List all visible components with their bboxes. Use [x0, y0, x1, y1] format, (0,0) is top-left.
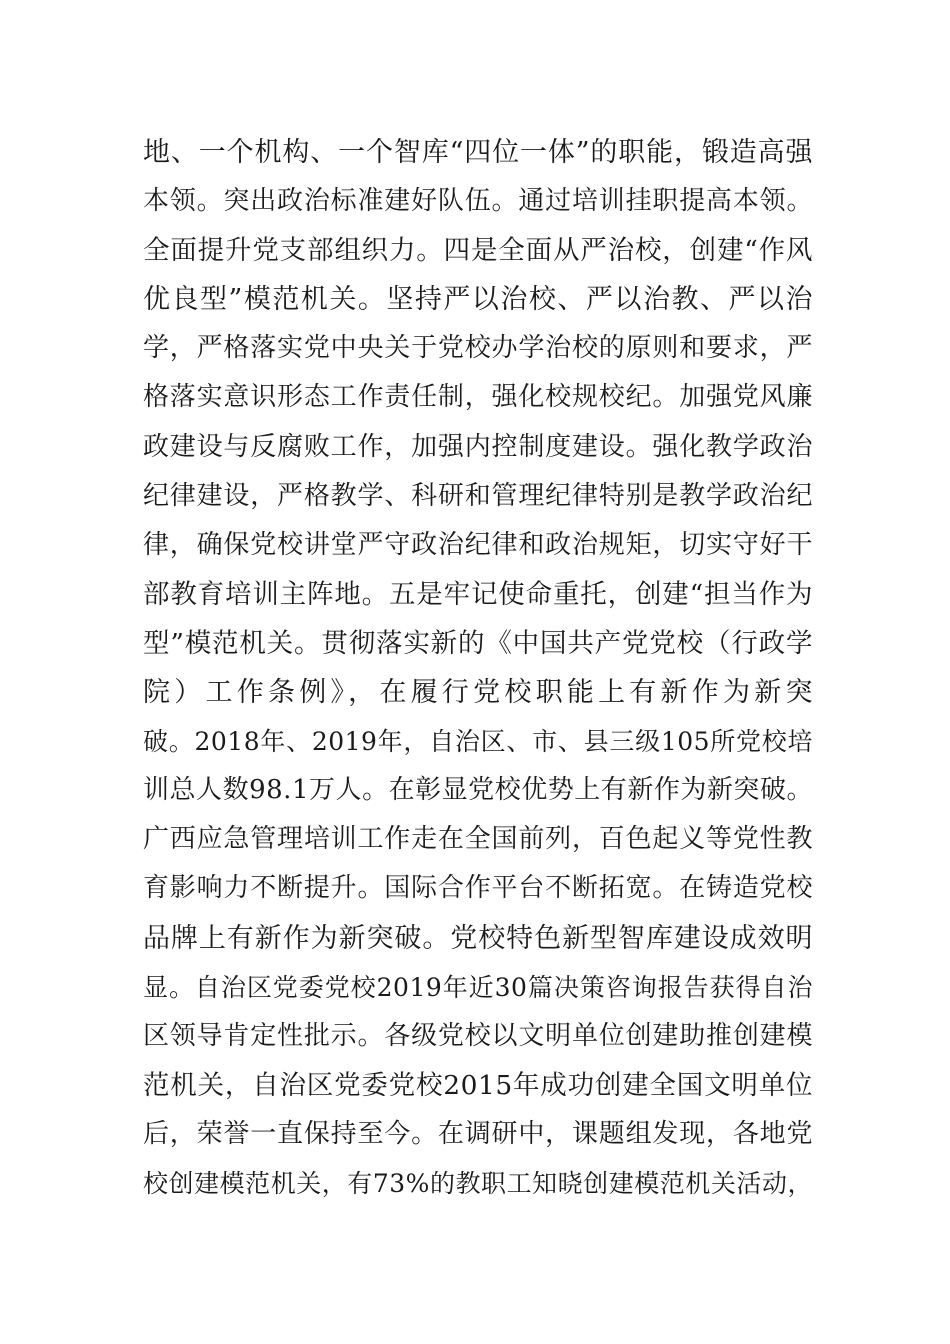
text-line: 优良型”模范机关。坚持严以治校、严以治教、严以治 — [143, 284, 813, 316]
text-line: 本领。突出政治标准建好队伍。通过培训挂职提高本领。 — [143, 186, 813, 217]
text-line: 部教育培训主阵地。五是牢记使命重托，创建“担当作为 — [143, 578, 813, 610]
text-line: 广西应急管理培训工作走在全国前列，百色起义等党性教 — [143, 824, 813, 855]
text-line: 训总人数98.1万人。在彰显党校优势上有新作为新突破。 — [143, 775, 813, 806]
text-line: 院）工作条例》，在履行党校职能上有新作为新突 — [143, 677, 813, 709]
text-line: 区领导肯定性批示。各级党校以文明单位创建助推创建模 — [143, 1020, 813, 1051]
text-line: 律，确保党校讲堂严守政治纪律和政治规矩，切实守好干 — [143, 529, 813, 560]
text-line: 型”模范机关。贯彻落实新的《中国共产党党校（行政学 — [143, 627, 813, 659]
text-line: 品牌上有新作为新突破。党校特色新型智库建设成效明 — [143, 922, 813, 954]
text-line: 地、一个机构、一个智库“四位一体”的职能，锻造高强 — [143, 137, 813, 168]
text-line: 显。自治区党委党校2019年近30篇决策咨询报告获得自治 — [143, 972, 813, 1002]
text-line: 育影响力不断提升。国际合作平台不断拓宽。在铸造党校 — [143, 873, 813, 904]
text-line: 格落实意识形态工作责任制，强化校规校纪。加强党风廉 — [143, 382, 813, 413]
text-line: 范机关，自治区党委党校2015年成功创建全国文明单位 — [143, 1069, 813, 1101]
text-line: 纪律建设，严格教学、科研和管理纪律特别是教学政治纪 — [143, 480, 813, 511]
text-line: 破。2018年、2019年，自治区、市、县三级105所党校培 — [143, 727, 813, 757]
body-paragraph — [143, 128, 813, 1208]
text-line: 校创建模范机关，有73%的教职工知晓创建模范机关活动， — [143, 1168, 813, 1198]
text-line: 政建设与反腐败工作，加强内控制度建设。强化教学政治 — [143, 431, 813, 462]
text-line: 后，荣誉一直保持至今。在调研中，课题组发现，各地党 — [143, 1118, 813, 1149]
text-line: 学，严格落实党中央关于党校办学治校的原则和要求，严 — [143, 333, 813, 364]
text-line: 全面提升党支部组织力。四是全面从严治校，创建“作风 — [143, 235, 813, 267]
